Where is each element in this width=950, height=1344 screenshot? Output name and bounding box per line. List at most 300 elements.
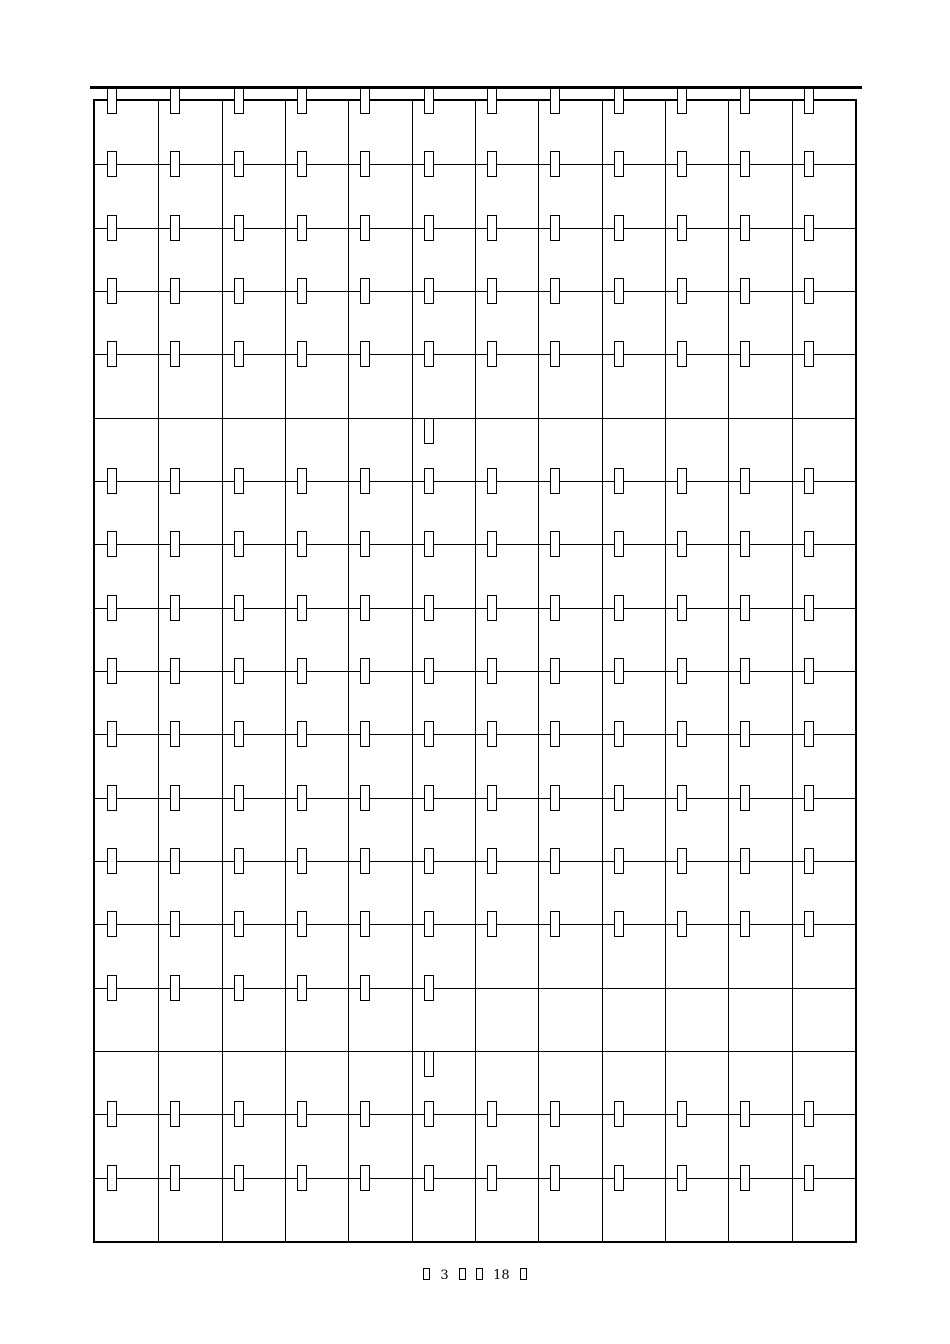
placeholder-glyph-icon (170, 88, 180, 114)
placeholder-glyph-icon (740, 848, 750, 874)
placeholder-glyph-icon (804, 151, 814, 177)
placeholder-glyph-icon (740, 1165, 750, 1191)
placeholder-glyph-icon (107, 151, 117, 177)
grid-cell (412, 164, 475, 227)
grid-cell (222, 228, 285, 291)
grid-cell (285, 988, 348, 1051)
grid-cell (665, 228, 728, 291)
grid-cell (95, 101, 158, 164)
footer-glyph-icon (520, 1268, 527, 1280)
grid-cell (665, 544, 728, 607)
placeholder-glyph-icon (550, 215, 560, 241)
placeholder-glyph-icon (234, 1101, 244, 1127)
grid-cell (665, 1114, 728, 1177)
grid-cell (348, 544, 411, 607)
grid-cell (222, 734, 285, 797)
grid-cell (475, 924, 538, 987)
placeholder-glyph-icon (487, 1165, 497, 1191)
placeholder-glyph-icon (740, 215, 750, 241)
placeholder-glyph-icon (550, 911, 560, 937)
grid-cell (95, 164, 158, 227)
grid-cell (665, 924, 728, 987)
grid-cell (95, 1178, 158, 1241)
placeholder-glyph-icon (234, 595, 244, 621)
grid-cell (665, 164, 728, 227)
placeholder-glyph-icon (740, 341, 750, 367)
grid-cell (222, 354, 285, 417)
placeholder-glyph-icon (297, 721, 307, 747)
placeholder-glyph-icon (677, 215, 687, 241)
placeholder-glyph-icon (677, 531, 687, 557)
placeholder-glyph-icon (360, 278, 370, 304)
placeholder-glyph-icon (740, 468, 750, 494)
grid-cell (285, 481, 348, 544)
placeholder-glyph-icon (550, 1165, 560, 1191)
grid-cell (95, 988, 158, 1051)
grid-cell (95, 1114, 158, 1177)
grid-cell (475, 861, 538, 924)
placeholder-glyph-icon (487, 848, 497, 874)
grid-cell (792, 734, 855, 797)
placeholder-glyph-icon (740, 151, 750, 177)
grid-cell (285, 734, 348, 797)
grid-cell (412, 1051, 475, 1114)
placeholder-glyph-icon (740, 595, 750, 621)
grid-cell (728, 608, 791, 671)
placeholder-glyph-icon (487, 215, 497, 241)
grid-cell (538, 608, 601, 671)
grid-cell (475, 164, 538, 227)
grid-cell (792, 101, 855, 164)
grid-cell (792, 481, 855, 544)
placeholder-glyph-icon (614, 341, 624, 367)
grid-cell (538, 1051, 601, 1114)
placeholder-glyph-icon (487, 531, 497, 557)
placeholder-glyph-icon (107, 975, 117, 1001)
grid-cell (792, 1178, 855, 1241)
placeholder-glyph-icon (234, 88, 244, 114)
placeholder-glyph-icon (677, 278, 687, 304)
placeholder-glyph-icon (297, 658, 307, 684)
placeholder-glyph-icon (234, 215, 244, 241)
placeholder-glyph-icon (804, 911, 814, 937)
grid-cell (728, 1114, 791, 1177)
grid-cell (158, 164, 221, 227)
grid-cell (412, 101, 475, 164)
placeholder-glyph-icon (550, 468, 560, 494)
grid-cell (665, 418, 728, 481)
placeholder-glyph-icon (740, 658, 750, 684)
footer-glyph-icon (423, 1268, 430, 1280)
grid-cell (285, 164, 348, 227)
placeholder-glyph-icon (804, 658, 814, 684)
placeholder-glyph-icon (424, 468, 434, 494)
placeholder-glyph-icon (360, 531, 370, 557)
grid-cell (348, 861, 411, 924)
grid-cell (222, 798, 285, 861)
placeholder-glyph-icon (170, 531, 180, 557)
placeholder-glyph-icon (487, 658, 497, 684)
placeholder-glyph-icon (170, 911, 180, 937)
grid-cell (665, 861, 728, 924)
placeholder-glyph-icon (297, 341, 307, 367)
placeholder-glyph-icon (297, 151, 307, 177)
placeholder-glyph-icon (297, 278, 307, 304)
grid-cell (475, 418, 538, 481)
grid-cell (792, 924, 855, 987)
grid-cell (158, 988, 221, 1051)
grid-cell (728, 164, 791, 227)
grid-cell (95, 608, 158, 671)
grid-cell (728, 418, 791, 481)
placeholder-glyph-icon (804, 531, 814, 557)
placeholder-glyph-icon (614, 785, 624, 811)
grid-cell (602, 1114, 665, 1177)
placeholder-glyph-icon (677, 911, 687, 937)
grid-cell (412, 1114, 475, 1177)
grid-cell (285, 798, 348, 861)
placeholder-glyph-icon (614, 595, 624, 621)
grid-cell (602, 354, 665, 417)
grid-cell (348, 354, 411, 417)
grid-cell (412, 734, 475, 797)
placeholder-glyph-icon (297, 595, 307, 621)
grid-cell (728, 861, 791, 924)
grid-cell (792, 988, 855, 1051)
placeholder-glyph-icon (487, 1101, 497, 1127)
placeholder-glyph-icon (740, 88, 750, 114)
page-current: 3 (440, 1268, 449, 1283)
grid-cell (412, 481, 475, 544)
placeholder-glyph-icon (677, 595, 687, 621)
grid-cell (222, 481, 285, 544)
grid-cell (538, 734, 601, 797)
placeholder-glyph-icon (614, 278, 624, 304)
placeholder-glyph-icon (677, 658, 687, 684)
placeholder-glyph-icon (424, 151, 434, 177)
manuscript-grid (93, 99, 857, 1243)
grid-cell (222, 291, 285, 354)
grid-cell (538, 861, 601, 924)
grid-cell (158, 608, 221, 671)
grid-cell (665, 671, 728, 734)
placeholder-glyph-icon (360, 595, 370, 621)
grid-cell (538, 101, 601, 164)
grid-cell (412, 861, 475, 924)
placeholder-glyph-icon (297, 215, 307, 241)
grid-cell (412, 228, 475, 291)
placeholder-glyph-icon (677, 1165, 687, 1191)
grid-cell (348, 228, 411, 291)
grid-cell (285, 861, 348, 924)
placeholder-glyph-icon (804, 1165, 814, 1191)
grid-cell (475, 101, 538, 164)
grid-cell (95, 418, 158, 481)
grid-cell (348, 1051, 411, 1114)
grid-cell (158, 1114, 221, 1177)
grid-cell (222, 164, 285, 227)
placeholder-glyph-icon (804, 341, 814, 367)
placeholder-glyph-icon (677, 721, 687, 747)
grid-cell (728, 101, 791, 164)
grid-cell (285, 544, 348, 607)
placeholder-glyph-icon (614, 531, 624, 557)
grid-cell (222, 924, 285, 987)
placeholder-glyph-icon (107, 468, 117, 494)
grid-cell (602, 481, 665, 544)
placeholder-glyph-icon (550, 595, 560, 621)
grid-cell (538, 354, 601, 417)
placeholder-glyph-icon (234, 278, 244, 304)
placeholder-glyph-icon (234, 531, 244, 557)
grid-cell (158, 228, 221, 291)
placeholder-glyph-icon (487, 88, 497, 114)
grid-cell (728, 988, 791, 1051)
grid-cell (475, 228, 538, 291)
grid-cell (602, 861, 665, 924)
grid-cell (665, 291, 728, 354)
placeholder-glyph-icon (170, 215, 180, 241)
placeholder-glyph-icon (107, 721, 117, 747)
grid-cell (348, 988, 411, 1051)
placeholder-glyph-icon (614, 721, 624, 747)
placeholder-glyph-icon (297, 1101, 307, 1127)
placeholder-glyph-icon (360, 88, 370, 114)
grid-cell (285, 101, 348, 164)
grid-cell (475, 291, 538, 354)
placeholder-glyph-icon (234, 658, 244, 684)
grid-cell (602, 1178, 665, 1241)
grid-cell (728, 734, 791, 797)
grid-cell (665, 608, 728, 671)
placeholder-glyph-icon (614, 1101, 624, 1127)
grid-cell (538, 1114, 601, 1177)
grid-cell (602, 228, 665, 291)
grid-cell (728, 481, 791, 544)
grid-cell (792, 291, 855, 354)
grid-cell (285, 354, 348, 417)
grid-cell (95, 924, 158, 987)
placeholder-glyph-icon (550, 341, 560, 367)
placeholder-glyph-icon (550, 721, 560, 747)
placeholder-glyph-icon (550, 531, 560, 557)
placeholder-glyph-icon (804, 848, 814, 874)
placeholder-glyph-icon (170, 721, 180, 747)
grid-cell (95, 861, 158, 924)
grid-cell (158, 418, 221, 481)
placeholder-glyph-icon (170, 785, 180, 811)
grid-cell (792, 544, 855, 607)
placeholder-glyph-icon (170, 468, 180, 494)
placeholder-glyph-icon (424, 418, 434, 444)
grid-cell (348, 924, 411, 987)
grid-cell (348, 101, 411, 164)
placeholder-glyph-icon (550, 1101, 560, 1127)
placeholder-glyph-icon (234, 1165, 244, 1191)
grid-cell (285, 291, 348, 354)
placeholder-glyph-icon (170, 341, 180, 367)
grid-cell (665, 1178, 728, 1241)
grid-cell (222, 418, 285, 481)
placeholder-glyph-icon (424, 278, 434, 304)
placeholder-glyph-icon (677, 341, 687, 367)
grid-cell (158, 481, 221, 544)
placeholder-glyph-icon (424, 531, 434, 557)
placeholder-glyph-icon (360, 658, 370, 684)
grid-cell (412, 988, 475, 1051)
grid-cell (285, 228, 348, 291)
grid-cell (538, 228, 601, 291)
placeholder-glyph-icon (170, 278, 180, 304)
placeholder-glyph-icon (424, 975, 434, 1001)
placeholder-glyph-icon (107, 658, 117, 684)
placeholder-glyph-icon (360, 151, 370, 177)
placeholder-glyph-icon (170, 595, 180, 621)
placeholder-glyph-icon (550, 658, 560, 684)
grid-cell (158, 1178, 221, 1241)
placeholder-glyph-icon (614, 88, 624, 114)
grid-cell (158, 861, 221, 924)
placeholder-glyph-icon (297, 88, 307, 114)
grid-cell (475, 354, 538, 417)
grid-cell (285, 418, 348, 481)
placeholder-glyph-icon (360, 215, 370, 241)
placeholder-glyph-icon (107, 215, 117, 241)
grid-cell (602, 101, 665, 164)
grid-cell (538, 1178, 601, 1241)
grid-cell (475, 1114, 538, 1177)
grid-cell (665, 798, 728, 861)
placeholder-glyph-icon (487, 911, 497, 937)
grid-cell (348, 671, 411, 734)
grid-cell (412, 924, 475, 987)
placeholder-glyph-icon (107, 278, 117, 304)
grid-cell (475, 544, 538, 607)
placeholder-glyph-icon (740, 531, 750, 557)
placeholder-glyph-icon (550, 848, 560, 874)
grid-cell (95, 798, 158, 861)
placeholder-glyph-icon (107, 341, 117, 367)
placeholder-glyph-icon (170, 1101, 180, 1127)
grid-cell (665, 1051, 728, 1114)
placeholder-glyph-icon (550, 88, 560, 114)
grid-cell (792, 1051, 855, 1114)
grid-cell (285, 608, 348, 671)
placeholder-glyph-icon (550, 151, 560, 177)
grid-cell (222, 1051, 285, 1114)
grid-cell (348, 798, 411, 861)
grid-cell (412, 798, 475, 861)
placeholder-glyph-icon (297, 785, 307, 811)
placeholder-glyph-icon (740, 911, 750, 937)
grid-cell (792, 164, 855, 227)
placeholder-glyph-icon (170, 975, 180, 1001)
grid-cell (602, 291, 665, 354)
placeholder-glyph-icon (360, 911, 370, 937)
placeholder-glyph-icon (614, 468, 624, 494)
grid-cell (665, 354, 728, 417)
placeholder-glyph-icon (360, 1101, 370, 1127)
placeholder-glyph-icon (424, 1051, 434, 1077)
grid-cell (412, 418, 475, 481)
grid-cell (538, 988, 601, 1051)
grid-cell (475, 608, 538, 671)
placeholder-glyph-icon (107, 595, 117, 621)
grid-cell (95, 228, 158, 291)
grid-cell (95, 734, 158, 797)
placeholder-glyph-icon (677, 468, 687, 494)
grid-cell (665, 481, 728, 544)
placeholder-glyph-icon (677, 88, 687, 114)
grid-row (95, 1178, 855, 1241)
grid-cell (665, 101, 728, 164)
placeholder-glyph-icon (297, 911, 307, 937)
placeholder-glyph-icon (107, 848, 117, 874)
placeholder-glyph-icon (614, 151, 624, 177)
grid-cell (728, 291, 791, 354)
grid-cell (348, 1114, 411, 1177)
grid-cell (602, 544, 665, 607)
grid-cell (412, 291, 475, 354)
placeholder-glyph-icon (677, 785, 687, 811)
placeholder-glyph-icon (424, 341, 434, 367)
placeholder-glyph-icon (170, 658, 180, 684)
placeholder-glyph-icon (804, 785, 814, 811)
grid-cell (158, 671, 221, 734)
placeholder-glyph-icon (677, 848, 687, 874)
grid-cell (538, 544, 601, 607)
grid-row (95, 924, 855, 987)
grid-cell (348, 734, 411, 797)
footer-glyph-icon (476, 1268, 483, 1280)
grid-cell (792, 418, 855, 481)
grid-cell (538, 418, 601, 481)
grid-cell (95, 481, 158, 544)
grid-cell (792, 608, 855, 671)
grid-cell (348, 164, 411, 227)
grid-cell (728, 798, 791, 861)
grid-cell (792, 798, 855, 861)
placeholder-glyph-icon (170, 151, 180, 177)
placeholder-glyph-icon (487, 785, 497, 811)
grid-cell (602, 608, 665, 671)
grid-cell (95, 671, 158, 734)
grid-cell (158, 798, 221, 861)
grid-cell (602, 418, 665, 481)
placeholder-glyph-icon (107, 785, 117, 811)
placeholder-glyph-icon (107, 1101, 117, 1127)
grid-cell (158, 1051, 221, 1114)
grid-cell (475, 1178, 538, 1241)
placeholder-glyph-icon (234, 151, 244, 177)
grid-cell (158, 734, 221, 797)
grid-cell (95, 1051, 158, 1114)
placeholder-glyph-icon (424, 658, 434, 684)
grid-cell (222, 988, 285, 1051)
grid-cell (602, 924, 665, 987)
placeholder-glyph-icon (234, 975, 244, 1001)
grid-cell (222, 1114, 285, 1177)
placeholder-glyph-icon (107, 911, 117, 937)
grid-cell (602, 734, 665, 797)
placeholder-glyph-icon (677, 151, 687, 177)
placeholder-glyph-icon (424, 848, 434, 874)
placeholder-glyph-icon (234, 468, 244, 494)
grid-cell (158, 924, 221, 987)
grid-cell (222, 544, 285, 607)
grid-cell (538, 671, 601, 734)
grid-cell (285, 1178, 348, 1241)
